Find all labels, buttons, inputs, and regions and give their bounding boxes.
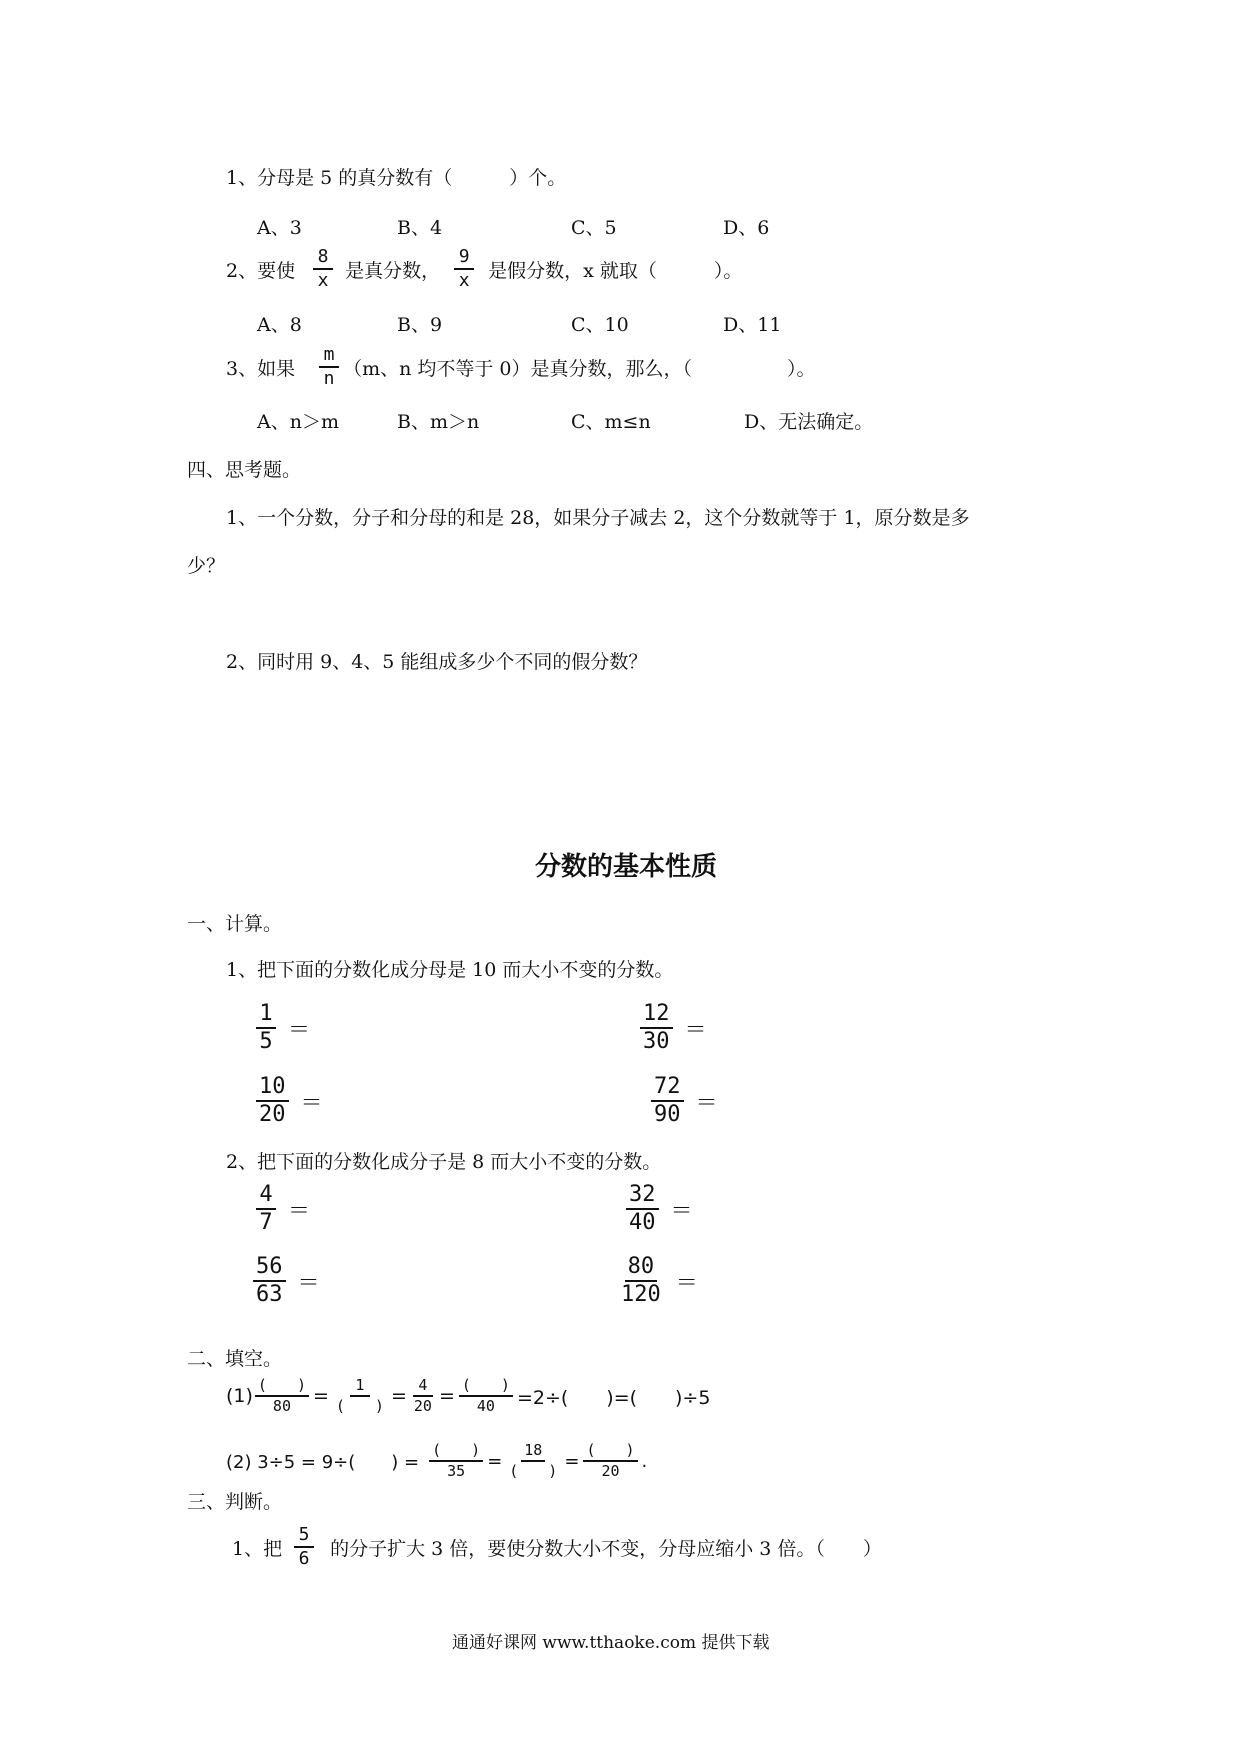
section4-problem1-line1: 1、一个分数，分子和分母的和是 28，如果分子减去 2，这个分数就等于 1，原分数是多 — [226, 507, 970, 529]
fill-blank-row-2 — [226, 1443, 647, 1479]
q3-option-b: B、m＞n — [397, 411, 480, 433]
q2-line — [226, 248, 742, 290]
page-title: 分数的基本性质 — [535, 852, 718, 882]
equals-sign: = — [390, 1385, 407, 1407]
fraction-numerator: 56 — [253, 1256, 286, 1282]
part1-heading: 一、计算。 — [187, 913, 283, 935]
q3-fraction — [319, 346, 339, 388]
q1-text: 1、分母是 5 的真分数有（ ）个。 — [226, 167, 567, 189]
fraction-item — [636, 1003, 707, 1053]
q3-suffix: （m、n 均不等于 0）是真分数，那么，（ ）。 — [343, 357, 816, 380]
fraction-denominator: 90 — [654, 1102, 681, 1127]
fraction-numerator: ( ) — [459, 1378, 513, 1397]
row2-tail: . — [641, 1450, 648, 1472]
part3-question-1 — [232, 1526, 882, 1568]
part3-q1-suffix: 的分子扩大 3 倍，要使分数大小不变，分母应缩小 3 倍。（ ） — [330, 1537, 882, 1560]
part3-q1-prefix: 1、把 — [232, 1537, 283, 1560]
q1-option-b: B、4 — [397, 217, 443, 239]
fraction-numerator: ( ) — [429, 1443, 483, 1462]
part2-heading: 二、填空。 — [187, 1348, 283, 1370]
equals-sign: ＝ — [300, 1090, 323, 1116]
fraction-numerator: 80 — [625, 1256, 658, 1282]
fraction — [256, 1184, 276, 1234]
fraction-numerator: 72 — [651, 1076, 684, 1102]
fraction — [618, 1256, 664, 1306]
q3-line — [226, 346, 816, 388]
equals-sign: = — [564, 1450, 580, 1472]
equals-sign: ＝ — [288, 1198, 311, 1224]
equals-sign: ＝ — [288, 1017, 311, 1043]
q2-option-a: A、8 — [257, 314, 302, 336]
q2-option-c: C、10 — [571, 314, 629, 336]
q3-prefix: 3、如果 — [226, 357, 296, 380]
part1-sub2: 2、把下面的分数化成分子是 8 而大小不变的分数。 — [226, 1151, 662, 1173]
row1-tail: =2÷( )=( )÷5 — [516, 1386, 711, 1409]
fraction — [333, 1378, 387, 1414]
equals-sign: = — [487, 1450, 503, 1472]
fraction-item — [252, 1076, 323, 1126]
fraction-numerator: 32 — [626, 1184, 659, 1210]
equals-sign: ＝ — [684, 1017, 707, 1043]
section4-problem1-line2: 少？ — [187, 555, 226, 577]
fraction-denominator: ( ) — [335, 1397, 384, 1415]
section4-problem2: 2、同时用 9、4、5 能组成多少个不同的假分数？ — [226, 651, 648, 673]
q3-option-c: C、m≤n — [571, 411, 651, 433]
fraction-item — [622, 1184, 693, 1234]
fraction-numerator: 4 — [256, 1184, 276, 1210]
fraction — [626, 1184, 659, 1234]
fraction-numerator: 5 — [294, 1526, 314, 1548]
fraction — [411, 1378, 435, 1414]
fraction-numerator: 10 — [256, 1076, 289, 1102]
footer-text: 通通好课网 www.tthaoke.com 提供下载 — [452, 1633, 770, 1653]
fraction-item — [252, 1184, 310, 1234]
fraction-denominator: 20 — [601, 1462, 620, 1480]
q2-option-d: D、11 — [723, 314, 782, 336]
q2-suffix: 是假分数，x 就取（ ）。 — [488, 259, 743, 282]
fraction-numerator: 1 — [350, 1378, 370, 1397]
fraction-numerator: 1 — [256, 1003, 276, 1029]
fraction-denominator: ( ) — [509, 1462, 558, 1480]
fraction — [651, 1076, 684, 1126]
q3-frac-num: m — [319, 346, 339, 368]
fraction-denominator: 20 — [413, 1397, 432, 1415]
q2-frac1-num: 8 — [313, 248, 333, 270]
fraction-item — [249, 1256, 320, 1306]
q2-frac1-den: x — [317, 270, 329, 291]
fraction-denominator: 120 — [621, 1282, 661, 1307]
q2-mid: 是真分数， — [345, 259, 441, 282]
equals-sign: ＝ — [670, 1198, 693, 1224]
fraction-numerator: 4 — [413, 1378, 433, 1397]
part1-sub1: 1、把下面的分数化成分母是 10 而大小不变的分数。 — [226, 959, 674, 981]
fraction-denominator: 20 — [259, 1102, 286, 1127]
fraction — [255, 1378, 309, 1414]
row1-label: (1) — [226, 1385, 253, 1407]
q2-option-b: B、9 — [397, 314, 443, 336]
fraction-denominator: 30 — [643, 1029, 670, 1054]
part3-heading: 三、判断。 — [187, 1491, 283, 1513]
q1-option-c: C、5 — [571, 217, 617, 239]
fraction-item — [252, 1003, 310, 1053]
q3-frac-den: n — [323, 368, 335, 389]
section4-heading: 四、思考题。 — [187, 459, 302, 481]
fill-blank-row-1 — [226, 1378, 710, 1414]
q2-prefix: 2、要使 — [226, 259, 296, 282]
q1-option-d: D、6 — [723, 217, 770, 239]
fraction — [256, 1076, 289, 1126]
equals-sign: ＝ — [695, 1090, 718, 1116]
equals-sign: ＝ — [297, 1270, 320, 1296]
fraction — [459, 1378, 513, 1414]
fraction-denominator: 80 — [272, 1397, 291, 1415]
equals-sign: = — [312, 1385, 329, 1407]
q2-fraction-2 — [454, 248, 474, 290]
fraction — [640, 1003, 673, 1053]
q2-frac2-den: x — [458, 270, 470, 291]
fraction — [583, 1443, 637, 1479]
fraction — [294, 1526, 314, 1568]
q1-option-a: A、3 — [257, 217, 302, 239]
fraction-denominator: 63 — [256, 1282, 283, 1307]
fraction-denominator: 6 — [298, 1548, 310, 1569]
fraction-numerator: 18 — [521, 1443, 545, 1462]
fraction-numerator: 12 — [640, 1003, 673, 1029]
fraction — [506, 1443, 560, 1479]
fraction-numerator: ( ) — [255, 1378, 309, 1397]
equals-sign: ＝ — [675, 1270, 698, 1296]
fraction-denominator: 40 — [629, 1210, 656, 1235]
fraction — [256, 1003, 276, 1053]
fraction-denominator: 7 — [259, 1210, 273, 1235]
fraction-denominator: 35 — [447, 1462, 466, 1480]
fraction — [253, 1256, 286, 1306]
q3-option-d: D、无法确定。 — [744, 411, 874, 433]
equals-sign: = — [438, 1385, 455, 1407]
fraction-denominator: 40 — [476, 1397, 495, 1415]
q3-option-a: A、n＞m — [257, 411, 339, 433]
fraction-numerator: ( ) — [583, 1443, 637, 1462]
fraction-item — [614, 1256, 698, 1306]
q2-frac2-num: 9 — [454, 248, 474, 270]
fraction-item — [647, 1076, 718, 1126]
fraction — [429, 1443, 483, 1479]
q2-fraction-1 — [313, 248, 333, 290]
row2-label: (2) 3÷5 = 9÷( ) = — [226, 1452, 420, 1473]
fraction-denominator: 5 — [259, 1029, 273, 1054]
